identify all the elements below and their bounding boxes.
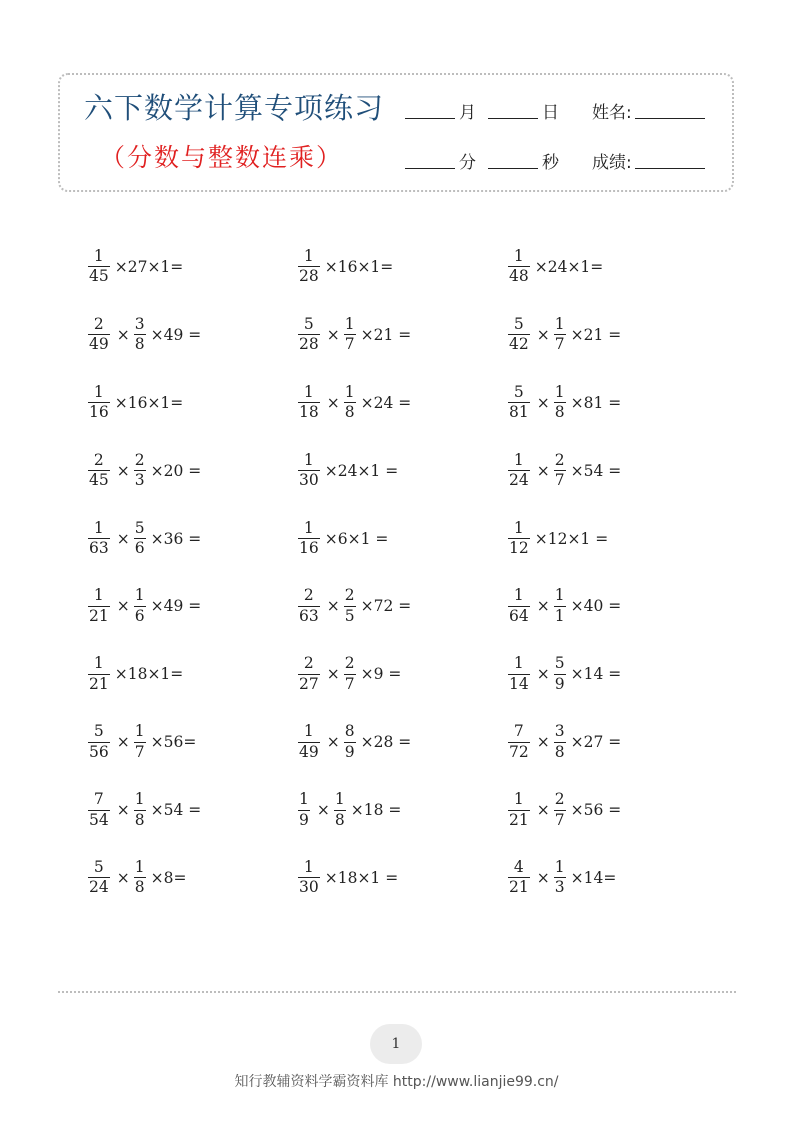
fraction xyxy=(88,450,110,490)
numerator: 1 xyxy=(554,857,565,876)
numerator: 1 xyxy=(303,382,314,401)
problem xyxy=(298,505,508,573)
denominator: 7 xyxy=(554,810,565,829)
fraction xyxy=(344,314,356,354)
expression-rest: ×16×1= xyxy=(324,257,394,276)
minute-label: 分 xyxy=(459,153,476,173)
denominator: 12 xyxy=(509,539,529,557)
expression-rest: ×14= xyxy=(570,868,617,887)
fraction xyxy=(508,518,530,557)
expression-rest: ×28 = xyxy=(360,733,412,752)
denominator: 72 xyxy=(509,742,529,761)
times-sign: × xyxy=(536,868,550,887)
fraction xyxy=(88,724,110,760)
expression-rest: ×40 = xyxy=(570,597,622,616)
times-sign: × xyxy=(536,801,550,820)
numerator: 2 xyxy=(93,450,104,469)
problem-row xyxy=(88,640,718,708)
expression-rest: ×49 = xyxy=(150,597,202,616)
problem-grid xyxy=(88,233,718,912)
problem xyxy=(298,708,508,776)
name-field[interactable] xyxy=(592,98,709,123)
problem xyxy=(298,369,508,437)
denominator: 9 xyxy=(554,674,565,693)
numerator: 7 xyxy=(93,790,104,809)
problem-row xyxy=(88,437,718,505)
problem xyxy=(508,505,718,573)
footer-text: 知行教辅资料学霸资料库 http://www.lianjie99.cn/ xyxy=(234,1074,559,1090)
fraction xyxy=(298,588,320,624)
problem xyxy=(298,640,508,708)
expression-rest: ×27×1= xyxy=(114,257,184,276)
times-sign: × xyxy=(326,665,340,684)
problem xyxy=(508,369,718,437)
denominator: 14 xyxy=(509,674,529,693)
problem-row xyxy=(88,572,718,640)
expression-rest: ×49 = xyxy=(150,325,202,344)
fraction xyxy=(298,518,320,557)
problem xyxy=(508,844,718,912)
problem xyxy=(298,844,508,912)
expression-rest: ×54 = xyxy=(150,801,202,820)
numerator: 2 xyxy=(554,450,565,469)
problem-row xyxy=(88,369,718,437)
times-sign: × xyxy=(536,393,550,412)
problem xyxy=(88,776,298,844)
numerator: 1 xyxy=(134,586,145,605)
fraction xyxy=(134,792,146,828)
second-blank[interactable] xyxy=(488,167,538,169)
fraction xyxy=(88,857,110,897)
fraction xyxy=(298,314,320,354)
day-label: 日 xyxy=(542,103,559,123)
minute-blank[interactable] xyxy=(405,167,455,169)
numerator: 1 xyxy=(513,790,524,809)
expression-rest: ×12×1 = xyxy=(534,529,609,548)
expression-rest: ×8= xyxy=(150,868,187,887)
problem xyxy=(88,640,298,708)
numerator: 2 xyxy=(303,654,314,673)
denominator: 8 xyxy=(554,403,565,422)
problem xyxy=(88,844,298,912)
expression-rest: ×9 = xyxy=(360,665,402,684)
fraction xyxy=(88,518,110,557)
expression-rest: ×24 = xyxy=(360,393,412,412)
fraction xyxy=(298,246,320,286)
times-sign: × xyxy=(536,665,550,684)
problem-row xyxy=(88,505,718,573)
numerator: 1 xyxy=(554,382,565,401)
denominator: 7 xyxy=(344,674,355,693)
numerator: 5 xyxy=(93,857,104,876)
fraction xyxy=(134,314,146,354)
numerator: 1 xyxy=(93,382,104,401)
denominator: 48 xyxy=(509,267,529,286)
numerator: 1 xyxy=(513,246,524,265)
problem-row xyxy=(88,301,718,369)
fraction xyxy=(298,450,320,490)
numerator: 1 xyxy=(513,518,524,537)
fraction xyxy=(134,450,146,490)
denominator: 8 xyxy=(134,335,145,354)
numerator: 8 xyxy=(344,722,355,741)
problem-row xyxy=(88,233,718,301)
fraction xyxy=(88,792,110,828)
times-sign: × xyxy=(536,733,550,752)
numerator: 7 xyxy=(513,722,524,741)
denominator: 30 xyxy=(299,878,319,897)
denominator: 7 xyxy=(134,742,145,761)
footer-divider xyxy=(58,991,736,993)
denominator: 1 xyxy=(554,606,565,625)
expression-rest: ×21 = xyxy=(570,325,622,344)
denominator: 28 xyxy=(299,267,319,286)
problem xyxy=(508,572,718,640)
problem xyxy=(88,708,298,776)
day-field[interactable] xyxy=(488,98,559,123)
numerator: 1 xyxy=(554,586,565,605)
problem-row xyxy=(88,708,718,776)
problem xyxy=(298,233,508,301)
month-blank[interactable] xyxy=(405,117,455,119)
denominator: 21 xyxy=(509,878,529,897)
denominator: 9 xyxy=(299,810,309,829)
problem xyxy=(88,233,298,301)
denominator: 8 xyxy=(344,403,355,422)
fraction xyxy=(554,450,566,490)
times-sign: × xyxy=(116,868,130,887)
problem xyxy=(508,233,718,301)
problem xyxy=(508,640,718,708)
problem xyxy=(298,776,508,844)
fraction xyxy=(554,724,566,760)
fraction xyxy=(88,656,110,692)
problem xyxy=(508,301,718,369)
fraction xyxy=(298,382,320,422)
second-label: 秒 xyxy=(542,153,559,173)
fraction xyxy=(88,382,110,422)
problem xyxy=(508,437,718,505)
score-label: 成绩: xyxy=(592,153,632,173)
fraction xyxy=(344,724,356,760)
numerator: 2 xyxy=(93,314,104,333)
problem xyxy=(88,572,298,640)
denominator: 24 xyxy=(89,878,109,897)
fraction xyxy=(298,857,320,897)
denominator: 8 xyxy=(134,810,145,829)
numerator: 2 xyxy=(554,790,565,809)
numerator: 1 xyxy=(299,790,309,809)
expression-rest: ×24×1 = xyxy=(324,461,399,480)
numerator: 2 xyxy=(344,586,355,605)
fraction xyxy=(554,656,566,692)
fraction xyxy=(508,792,530,828)
problem-row xyxy=(88,776,718,844)
expression-rest: ×36 = xyxy=(150,529,202,548)
score-field[interactable] xyxy=(592,148,709,173)
numerator: 1 xyxy=(93,518,104,537)
times-sign: × xyxy=(116,461,130,480)
denominator: 42 xyxy=(509,335,529,354)
denominator: 28 xyxy=(299,335,319,354)
denominator: 21 xyxy=(89,606,109,625)
numerator: 1 xyxy=(93,246,104,265)
denominator: 7 xyxy=(344,335,355,354)
expression-rest: ×16×1= xyxy=(114,393,184,412)
expression-rest: ×72 = xyxy=(360,597,412,616)
numerator: 2 xyxy=(303,586,314,605)
denominator: 45 xyxy=(89,267,109,286)
denominator: 63 xyxy=(299,606,319,625)
expression-rest: ×18×1= xyxy=(114,665,184,684)
problem xyxy=(508,776,718,844)
denominator: 3 xyxy=(134,471,145,490)
fraction xyxy=(554,314,566,354)
times-sign: × xyxy=(536,461,550,480)
fraction xyxy=(344,382,356,422)
denominator: 8 xyxy=(554,742,565,761)
times-sign: × xyxy=(536,597,550,616)
fraction xyxy=(554,382,566,422)
month-label: 月 xyxy=(459,103,476,123)
denominator: 49 xyxy=(299,742,319,761)
minute-field[interactable] xyxy=(405,148,476,173)
times-sign: × xyxy=(326,733,340,752)
fraction xyxy=(508,450,530,490)
denominator: 45 xyxy=(89,471,109,490)
numerator: 5 xyxy=(554,654,565,673)
times-sign: × xyxy=(116,597,130,616)
numerator: 1 xyxy=(344,314,355,333)
denominator: 30 xyxy=(299,471,319,490)
fraction xyxy=(508,246,530,286)
expression-rest: ×56 = xyxy=(570,801,622,820)
fraction xyxy=(298,656,320,692)
fraction xyxy=(88,588,110,624)
worksheet-title: 六下数学计算专项练习 xyxy=(84,91,385,125)
denominator: 63 xyxy=(89,539,109,557)
score-blank[interactable] xyxy=(635,167,705,169)
fraction xyxy=(334,792,346,828)
numerator: 1 xyxy=(303,450,314,469)
fraction xyxy=(554,792,566,828)
numerator: 5 xyxy=(93,722,104,741)
numerator: 5 xyxy=(513,382,524,401)
fraction xyxy=(508,724,530,760)
times-sign: × xyxy=(116,529,130,548)
fraction xyxy=(134,518,146,557)
expression-rest: ×6×1 = xyxy=(324,529,389,548)
second-field[interactable] xyxy=(488,148,559,173)
expression-rest: ×56= xyxy=(150,733,197,752)
times-sign: × xyxy=(326,393,340,412)
expression-rest: ×81 = xyxy=(570,393,622,412)
denominator: 8 xyxy=(134,878,145,897)
fraction xyxy=(508,382,530,422)
times-sign: × xyxy=(116,801,130,820)
times-sign: × xyxy=(536,325,550,344)
fraction xyxy=(134,588,146,624)
problem xyxy=(298,437,508,505)
numerator: 2 xyxy=(134,450,145,469)
denominator: 7 xyxy=(554,335,565,354)
fraction xyxy=(88,314,110,354)
expression-rest: ×20 = xyxy=(150,461,202,480)
denominator: 54 xyxy=(89,810,109,829)
times-sign: × xyxy=(326,597,340,616)
numerator: 1 xyxy=(513,450,524,469)
expression-rest: ×27 = xyxy=(570,733,622,752)
fraction xyxy=(508,314,530,354)
denominator: 16 xyxy=(299,539,319,557)
problem-row xyxy=(88,844,718,912)
problem xyxy=(298,572,508,640)
numerator: 1 xyxy=(93,586,104,605)
times-sign: × xyxy=(326,325,340,344)
expression-rest: ×24×1= xyxy=(534,257,604,276)
fraction xyxy=(88,246,110,286)
expression-rest: ×54 = xyxy=(570,461,622,480)
numerator: 1 xyxy=(134,790,145,809)
fraction xyxy=(508,857,530,897)
numerator: 1 xyxy=(513,654,524,673)
fraction xyxy=(298,724,320,760)
numerator: 1 xyxy=(344,382,355,401)
numerator: 1 xyxy=(554,314,565,333)
denominator: 5 xyxy=(344,606,355,625)
denominator: 24 xyxy=(509,471,529,490)
month-field[interactable] xyxy=(405,98,476,123)
numerator: 1 xyxy=(303,246,314,265)
numerator: 1 xyxy=(303,722,314,741)
numerator: 3 xyxy=(134,314,145,333)
fraction xyxy=(508,588,530,624)
expression-rest: ×18×1 = xyxy=(324,868,399,887)
numerator: 5 xyxy=(513,314,524,333)
denominator: 6 xyxy=(134,606,145,625)
denominator: 18 xyxy=(299,403,319,422)
numerator: 3 xyxy=(554,722,565,741)
times-sign: × xyxy=(116,733,130,752)
fraction xyxy=(298,792,310,828)
denominator: 49 xyxy=(89,335,109,354)
problem xyxy=(298,301,508,369)
denominator: 7 xyxy=(554,471,565,490)
numerator: 5 xyxy=(303,314,314,333)
denominator: 56 xyxy=(89,742,109,761)
numerator: 1 xyxy=(303,857,314,876)
fraction xyxy=(134,857,146,897)
numerator: 5 xyxy=(134,518,145,537)
denominator: 81 xyxy=(509,403,529,422)
numerator: 1 xyxy=(513,586,524,605)
denominator: 27 xyxy=(299,674,319,693)
page-number: 1 xyxy=(370,1024,422,1064)
denominator: 9 xyxy=(344,742,355,761)
expression-rest: ×14 = xyxy=(570,665,622,684)
numerator: 1 xyxy=(334,790,345,809)
numerator: 4 xyxy=(513,857,524,876)
denominator: 6 xyxy=(134,539,145,557)
fraction xyxy=(508,656,530,692)
name-label: 姓名: xyxy=(592,103,632,123)
denominator: 21 xyxy=(509,810,529,829)
problem xyxy=(88,369,298,437)
numerator: 1 xyxy=(93,654,104,673)
day-blank[interactable] xyxy=(488,117,538,119)
problem xyxy=(88,437,298,505)
problem xyxy=(88,505,298,573)
worksheet-subtitle: （分数与整数连乘） xyxy=(100,143,344,172)
denominator: 64 xyxy=(509,606,529,625)
name-blank[interactable] xyxy=(635,117,705,119)
numerator: 1 xyxy=(303,518,314,537)
expression-rest: ×21 = xyxy=(360,325,412,344)
denominator: 3 xyxy=(554,878,565,897)
fraction xyxy=(344,588,356,624)
denominator: 8 xyxy=(334,810,345,829)
expression-rest: ×18 = xyxy=(350,801,402,820)
fraction xyxy=(554,588,566,624)
problem xyxy=(508,708,718,776)
denominator: 21 xyxy=(89,674,109,693)
times-sign: × xyxy=(116,325,130,344)
numerator: 1 xyxy=(134,857,145,876)
fraction xyxy=(134,724,146,760)
numerator: 2 xyxy=(344,654,355,673)
fraction xyxy=(554,857,566,897)
denominator: 16 xyxy=(89,403,109,422)
times-sign: × xyxy=(316,801,330,820)
numerator: 1 xyxy=(134,722,145,741)
problem xyxy=(88,301,298,369)
fraction xyxy=(344,656,356,692)
